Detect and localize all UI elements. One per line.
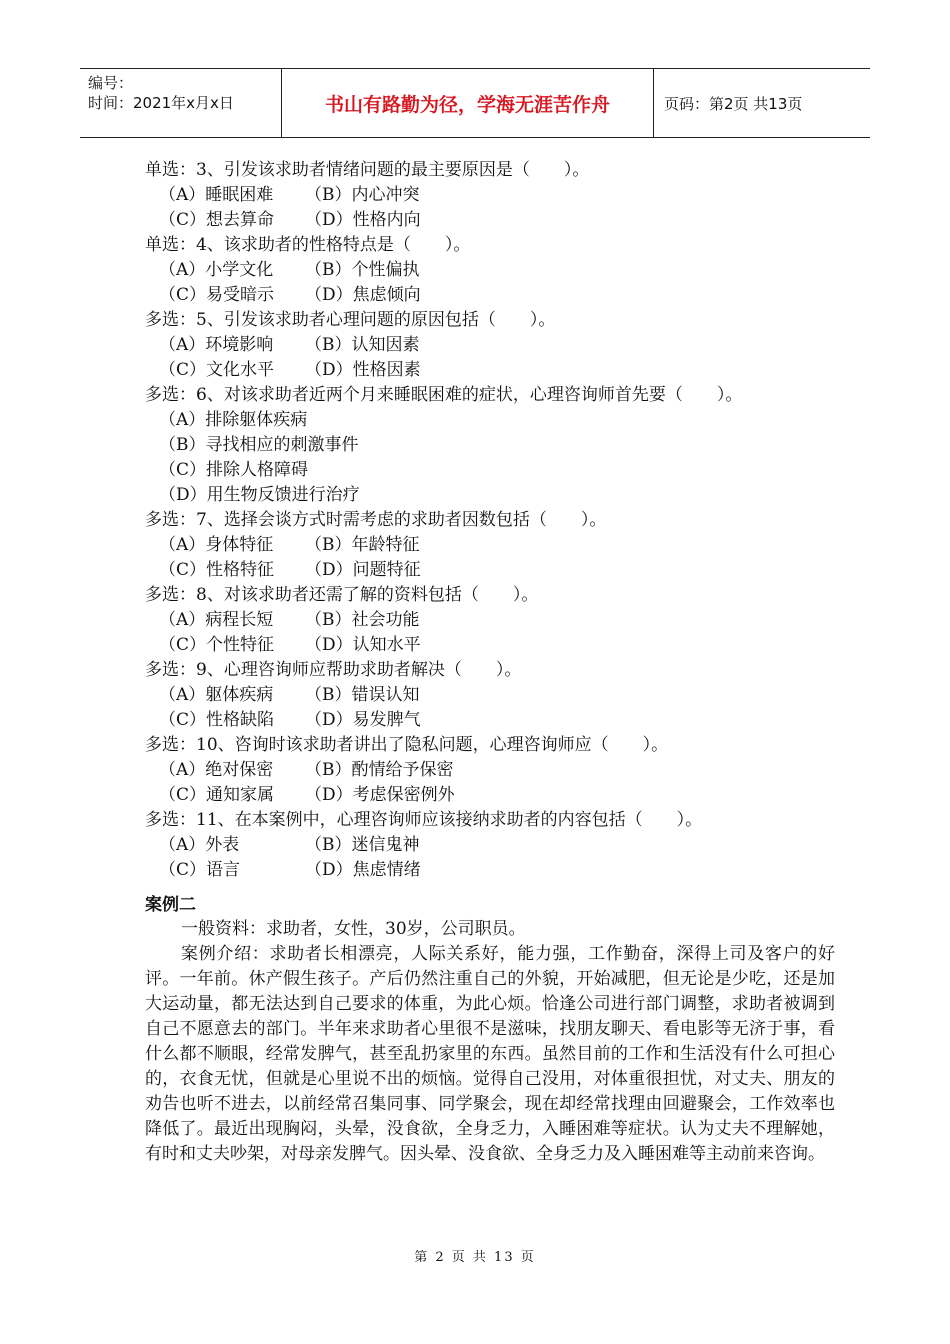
answer-option: （C）通知家属 [159, 785, 275, 805]
page-footer: 第 2 页 共 13 页 [414, 1250, 536, 1265]
answer-option: （C）想去算命 [159, 210, 275, 230]
answer-option: （A）外表 [159, 835, 240, 855]
answer-option: （C）个性特征 [159, 635, 275, 655]
header-motto: 书山有路勤为径，学海无涯苦作舟 [282, 69, 654, 137]
question-stem: 多选：7、选择会谈方式时需考虑的求助者因数包括（ ）。 [145, 510, 607, 530]
answer-option: （A）睡眠困难 [159, 185, 274, 205]
answer-option: （A）环境影响 [159, 335, 274, 355]
option-row [145, 608, 835, 633]
case-title: 案例二 [145, 895, 196, 915]
answer-option: （B）错误认知 [305, 685, 420, 705]
answer-option: （B）个性偏执 [305, 260, 420, 280]
option-row [145, 433, 835, 458]
option-row [145, 708, 835, 733]
case-general-info: 一般资料：求助者，女性，30岁，公司职员。 [181, 919, 526, 939]
option-row [145, 283, 835, 308]
option-row [145, 633, 835, 658]
header-meta [80, 69, 282, 137]
answer-option: （D）用生物反馈进行治疗 [159, 485, 360, 505]
answer-option: （C）性格特征 [159, 560, 275, 580]
option-row [145, 258, 835, 283]
answer-option: （A）躯体疾病 [159, 685, 274, 705]
option-row [145, 833, 835, 858]
answer-option: （B）寻找相应的刺激事件 [159, 435, 359, 455]
answer-option: （D）考虑保密例外 [305, 785, 455, 805]
option-row [145, 333, 835, 358]
answer-option: （B）迷信鬼神 [305, 835, 420, 855]
question-stem: 多选：10、咨询时该求助者讲出了隐私问题，心理咨询师应（ ）。 [145, 735, 669, 755]
answer-option: （A）病程长短 [159, 610, 274, 630]
option-row [145, 408, 835, 433]
question-stem: 多选：11、在本案例中，心理咨询师应该接纳求助者的内容包括（ ）。 [145, 810, 703, 830]
header-page-info: 页码：第2页 共13页 [664, 94, 803, 113]
answer-option: （A）排除躯体疾病 [159, 410, 308, 430]
question-stem: 多选：6、对该求助者近两个月来睡眠困难的症状，心理咨询师首先要（ ）。 [145, 385, 743, 405]
question-stem: 多选：9、心理咨询师应帮助求助者解决（ ）。 [145, 660, 522, 680]
date-label: 时间：2021年x月x日 [88, 94, 234, 112]
answer-option: （A）绝对保密 [159, 760, 274, 780]
answer-option: （B）内心冲突 [305, 185, 420, 205]
option-row [145, 483, 835, 508]
answer-option: （D）认知水平 [305, 635, 421, 655]
answer-option: （D）焦虑倾向 [305, 285, 421, 305]
answer-option: （B）年龄特征 [305, 535, 420, 555]
question-stem: 多选：8、对该求助者还需了解的资料包括（ ）。 [145, 585, 539, 605]
answer-option: （D）问题特征 [305, 560, 421, 580]
answer-option: （C）易受暗示 [159, 285, 275, 305]
number-label: 编号： [88, 74, 134, 92]
option-row [145, 558, 835, 583]
answer-option: （B）酌情给予保密 [305, 760, 454, 780]
answer-option: （C）语言 [159, 860, 241, 880]
option-row [145, 758, 835, 783]
option-row [145, 683, 835, 708]
answer-option: （D）性格内向 [305, 210, 421, 230]
option-row [145, 183, 835, 208]
option-row [145, 458, 835, 483]
option-row [145, 208, 835, 233]
option-row [145, 858, 835, 883]
option-row [145, 533, 835, 558]
case-introduction: 案例介绍：求助者长相漂亮，人际关系好，能力强，工作勤奋，深得上司及客户的好评。一年前。休产假生孩子。产后仍然注重自己的外貌，开始减肥，但无论是少吃，还是加大运动量，都无法达到自己要求的体重，为此心烦。恰逢公司进行部门调整，求助者被调到自己不愿意去的部门。半年来求助者心里很不是滋味，找朋友聊天、看电影等无济于事，看什么都不顺眼，经常发脾气，甚至乱扔家里的东西。虽然目前的工作和生活没有什么可担心的，衣食无忧，但就是心里说不出的烦恼。觉得自己没用，对体重很担忧，对丈夫、朋友的劝告也听不进去，以前经常召集同事、同学聚会，现在却经常找理由回避聚会，工作效率也降低了。最近出现胸闷，头晕，没食欲，全身乏力，入睡困难等症状。认为丈夫不理解她，有时和丈夫吵架，对母亲发脾气。因头晕、没食欲、全身乏力及入睡困难等主动前来咨询。 [145, 944, 835, 1164]
answer-option: （C）性格缺陷 [159, 710, 275, 730]
document-body [145, 158, 835, 1167]
question-list [145, 158, 835, 883]
page-header [80, 68, 870, 138]
answer-option: （A）小学文化 [159, 260, 274, 280]
option-row [145, 783, 835, 808]
answer-option: （C）文化水平 [159, 360, 275, 380]
answer-option: （B）社会功能 [305, 610, 420, 630]
question-stem: 单选：4、该求助者的性格特点是（ ）。 [145, 235, 471, 255]
answer-option: （A）身体特征 [159, 535, 274, 555]
answer-option: （B）认知因素 [305, 335, 420, 355]
question-stem: 多选：5、引发该求助者心理问题的原因包括（ ）。 [145, 310, 556, 330]
answer-option: （C）排除人格障碍 [159, 460, 309, 480]
option-row [145, 358, 835, 383]
answer-option: （D）焦虑情绪 [305, 860, 421, 880]
question-stem: 单选：3、引发该求助者情绪问题的最主要原因是（ ）。 [145, 160, 590, 180]
answer-option: （D）易发脾气 [305, 710, 421, 730]
answer-option: （D）性格因素 [305, 360, 421, 380]
